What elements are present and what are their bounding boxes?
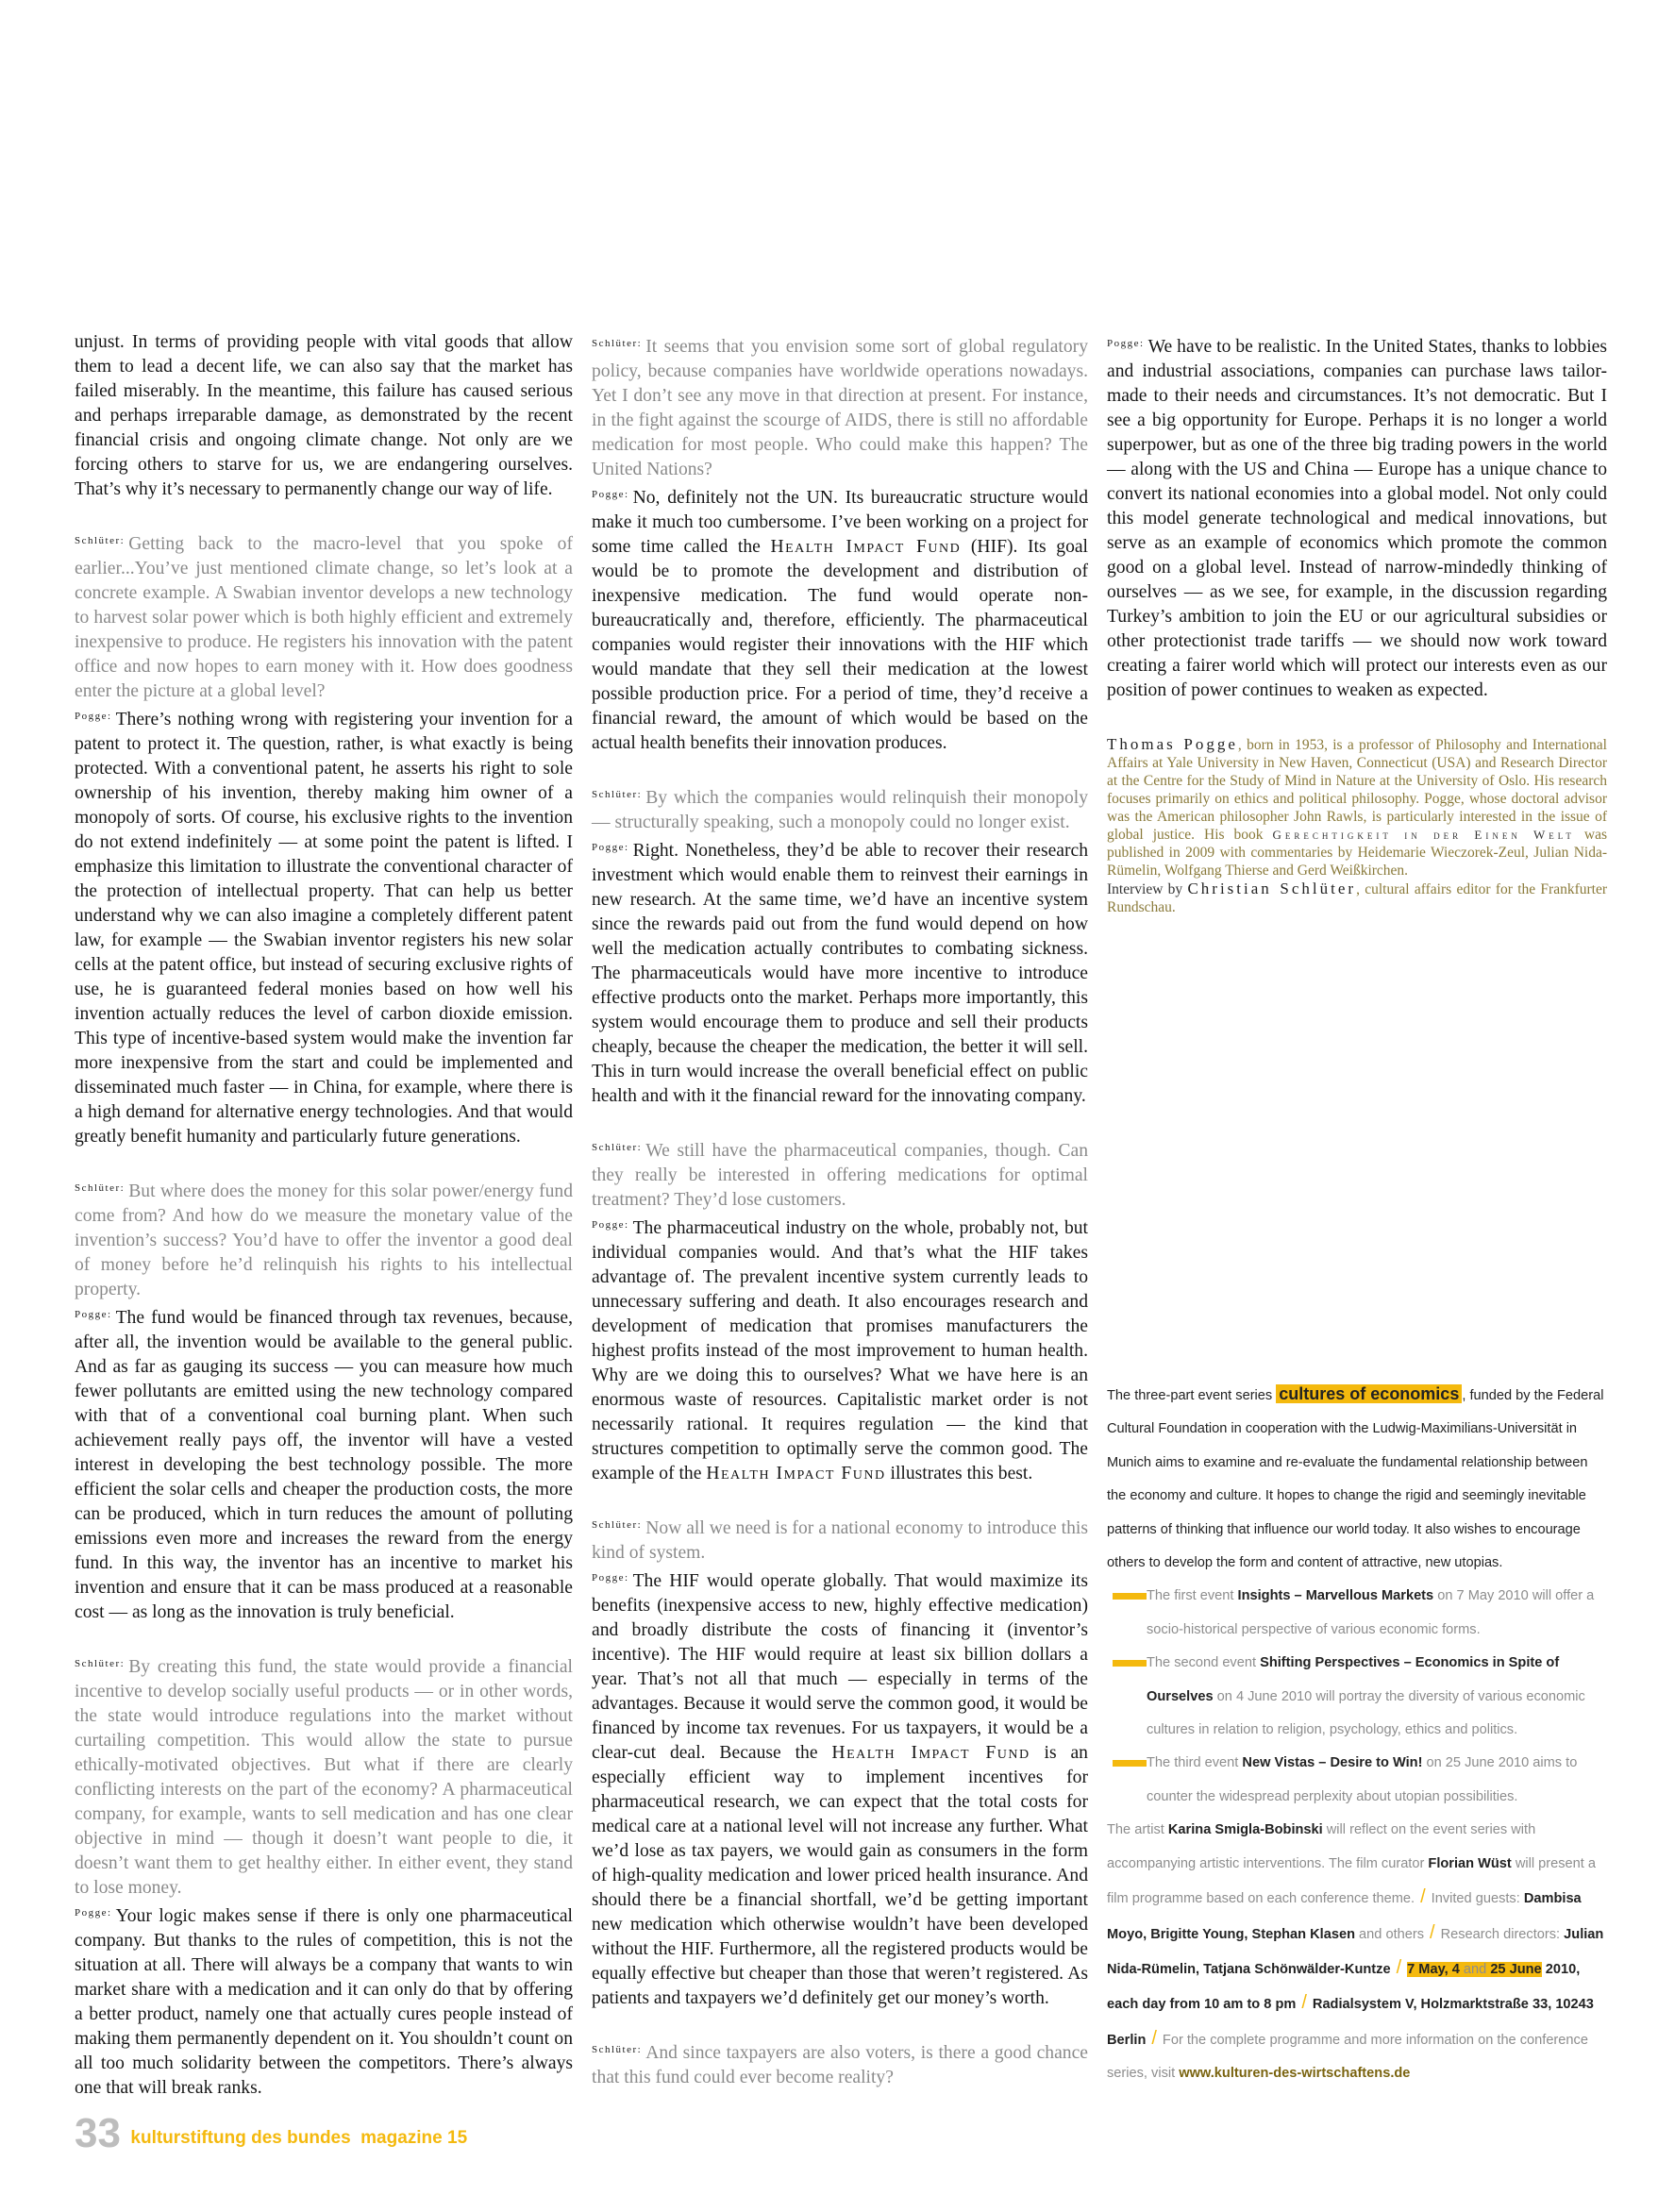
question-text: And since taxpayers are also voters, is there a good chance that this fund could ever become reality? — [592, 2043, 1088, 2087]
event-info — [1107, 1378, 1607, 2091]
article-column-3 — [1107, 331, 1607, 916]
answer-text: The pharmaceutical industry on the whole, probably not, but individual companies would. And that’s what the HIF takes advantage of. The prevalent incentive system currently leads to unnecessary suffering and death. It also encourages research and development of medication that promises manufacturers the highest profits instead of the most improvement to human health. Why are we doing this to ourselves? What we have here is an enormous waste of resources. Capitalistic market order is not necessarily rational. It requires regulation — the kind that structures competition to optimally serve the common good. The example of the — [592, 1218, 1088, 1483]
speaker-label: Pogge: — [592, 1219, 629, 1231]
event-item: The first event Insights – Marvellous Markets on 7 May 2010 will offer a socio-historical perspective of various economic forms. — [1107, 1580, 1607, 1647]
speaker-label: Pogge: — [75, 711, 112, 722]
yellow-bar-marker — [1113, 1660, 1147, 1667]
question-text: But where does the money for this solar power/energy fund come from? And how do we measure the monetary value of the invention’s success? You’d have to offer the inventor a good deal of money before he’d relinquish his rights to his intellectual property. — [75, 1181, 573, 1299]
event-intro-text: The three-part event series — [1107, 1388, 1273, 1403]
artist-name: Karina Smigla-Bobinski — [1167, 1822, 1323, 1838]
speaker-label: Pogge: — [1107, 338, 1145, 349]
answer-text: The HIF would operate globally. That would maximize its benefits (inexpensive access to new, highly effective medication) and broadly distribute the costs of financing it (inventor’s incentive). The HIF would require at least six billion dollars a year. That’s not all that much — especially in terms of the advantages. Because it would serve the common good, it would be financed by income tax revenues. For us taxpayers, it would be a clear-cut deal. Because the — [592, 1571, 1088, 1763]
speaker-label: Pogge: — [592, 842, 629, 853]
interview-exchange — [592, 1135, 1088, 1486]
question-text: By which the companies would relinquish their monopoly — structurally speaking, such a monopoly could no longer exist. — [592, 788, 1088, 832]
yellow-bar-marker — [1113, 1760, 1147, 1767]
fund-name: Health Impact Fund — [831, 1743, 1030, 1763]
speaker-label: Schlüter: — [75, 1658, 126, 1669]
bio-name: Thomas Pogge — [1107, 735, 1238, 753]
question-text: It seems that you envision some sort of global regulatory policy, because companies have worldwide operations nowadays. Yet I don’t see any move in that direction at present. For instance, in the fight against the scourge of AIDS, there is still no affordable medication for most people. Who could make this happen? The United Nations? — [592, 337, 1088, 479]
question-text: By creating this fund, the state would provide a financial incentive to develop socially useful products — or in other words, the state would introduce regulations into the market without curtailing competition. This would allow the state to pursue ethically-motivated objectives. But what if there are clearly conflicting interests on the part of the economy? A pharmaceutical company, for example, wants to sell medication and has one clear objective in mind — though it doesn’t want people to die, it doesn’t want them to get healthy either. In either event, they stand to lose money. — [75, 1657, 573, 1898]
event-title: Insights – Marvellous Markets — [1237, 1588, 1434, 1604]
curator-name: Florian Wüst — [1428, 1855, 1512, 1871]
fund-name: Health Impact Fund — [770, 537, 962, 557]
answer-text: No, definitely not the UN. Its bureaucratic structure would make it much too cumbersome. I’ve been working on a project for some time called the — [592, 488, 1088, 557]
answer-text: There’s nothing wrong with registering your invention for a patent to protect it. The question, rather, is what exactly is being protected. With a conventional patent, he asserts his right to sole ownership of his invention, thereby making him owner of a monopoly of sorts. Of course, his exclusive rights to the invention do not extend indefinitely — at some point the patent is lifted. I emphasize this limitation to illustrate the conventional character of the protection of intellectual property. That can help us better understand why we can also imagine a completely different patent law, for example — the Swabian inventor registers his new solar cells at the patent office, but instead of securing exclusive rights of use, he is guaranteed federal monies based on how well his invention actually reduces the level of carbon dioxide emission. This type of incentive-based system would make the invention far more inexpensive from the start and could be implemented and disseminated much faster — in China, for example, where there is a high demand for alternative energy technologies. And that would greatly benefit humanity and particularly future generations. — [75, 710, 573, 1147]
speaker-label: Pogge: — [75, 1907, 112, 1919]
directors-names: Julian Nida-Rümelin, Tatjana Schönwälder-Kuntze — [1107, 1926, 1604, 1977]
answer-text: Your logic makes sense if there is only one pharmaceutical company. But thanks to the rules of competition, this is not the situation at all. There will always be a company that wants to win market share with a medication and it can only do that by offering a better product, namely one that actually cures people instead of making them permanently dependent on it. You shouldn’t count on all too much solidarity between the competitors. There’s always one that will break ranks. — [75, 1906, 573, 2098]
page-footer — [75, 2110, 467, 2157]
interview-credit-label: Interview by — [1107, 881, 1183, 897]
event-item: The third event New Vistas – Desire to Win! on 25 June 2010 aims to counter the widespread perplexity about utopian possibilities. — [1107, 1747, 1607, 1814]
speaker-label: Schlüter: — [592, 789, 643, 800]
bio-text: , cultural affairs editor for the Frankfurter Rundschau. — [1107, 881, 1608, 915]
bio-text: was published in 2009 with commentaries by Heidemarie Wieczorek-Zeul, Julian Nida-Rümelin, Wolfgang Thierse and Gerd Weißkirchen. — [1107, 827, 1608, 879]
interview-exchange — [592, 2037, 1088, 2090]
event-venue: Radialsystem V, Holzmarktstraße 33, 10243 Berlin — [1107, 1997, 1594, 2048]
book-title: Gerechtigkeit in der Einen Welt — [1272, 828, 1575, 842]
speaker-label: Schlüter: — [592, 338, 643, 349]
author-bio — [1107, 735, 1607, 916]
question-text: Getting back to the macro-level that you spoke of earlier...You’ve just mentioned climate change, so let’s look at a concrete example. A Swabian inventor develops a new technology to harvest solar power which is both highly efficient and extremely inexpensive to produce. He registers his innovation with the patent office and now hopes to earn money with it. How does goodness enter the picture at a global level? — [75, 534, 573, 701]
event-title: New Vistas – Desire to Win! — [1242, 1755, 1423, 1771]
fund-name: Health Impact Fund — [706, 1464, 886, 1483]
page-number: 33 — [75, 2110, 121, 2156]
speaker-label: Schlüter: — [592, 1519, 643, 1531]
speaker-label: Pogge: — [592, 1572, 629, 1584]
question-text: Now all we need is for a national economy to introduce this kind of system. — [592, 1518, 1088, 1563]
interview-exchange — [592, 782, 1088, 1109]
answer-text: Right. Nonetheless, they’d be able to recover their research investment which would enable them to reinvest their earnings in new research. At the same time, we’d have an incentive system since the rewards paid out from the fund would depend on how well the medication actually contributes to combating sickness. The pharmaceuticals would have more incentive to introduce effective products onto the market. Perhaps more importantly, this system would encourage them to produce and sell their products cheaply, because the cheaper the medication, the better it will sell. This in turn would increase the overall beneficial effect on public health and with it the financial reward for the innovating company. — [592, 841, 1088, 1106]
interview-exchange — [75, 1651, 573, 2101]
answer-text: is an especially efficient way to implement incentives for pharmaceutical research, we can expect that the total costs for medical care at a national level will not increase any further. What we’d lose as tax payers, we would gain as consumers in the form of high-quality medication and lower priced health insurance. And should there be a financial shortfall, we’d be getting important new medication which otherwise wouldn’t have been developed without the HIF. Furthermore, all the registered products would be equally effective but cheaper than those that weren’t registered. As patients and taxpayers we’d definitely get our money’s worth. — [592, 1743, 1088, 2008]
speaker-label: Schlüter: — [592, 2044, 643, 2055]
interview-exchange — [592, 1513, 1088, 2011]
guests-names: Dambisa Moyo, Brigitte Young, Stephan Klasen — [1107, 1891, 1582, 1942]
bio-text: , born in 1953, is a professor of Philosophy and International Affairs at Yale University in New Haven, Connecticut (USA) and Research Director at the Centre for the Study of Mind in Nature at the University of Oslo. His research focuses primarily on ethics and political philosophy. Pogge, whose doctoral advisor was the American philosopher John Rawls, is particularly interested in the issue of global justice. His book — [1107, 737, 1607, 843]
event-item: The second event Shifting Perspectives – Economics in Spite of Ourselves on 4 June 2010 will portray the diversity of various economic cultures in relation to religion, psychology, ethics and politics. — [1107, 1647, 1607, 1747]
speaker-label: Schlüter: — [75, 1182, 126, 1194]
speaker-label: Pogge: — [592, 489, 629, 500]
speaker-label: Schlüter: — [75, 535, 126, 546]
answer-text: The fund would be financed through tax revenues, because, after all, the invention would be available to the general public. And as far as gauging its success — you can measure how much fewer pollutants are emitted using the new technology compared with that of a conventional coal burning plant. When such achievement really pays off, the inventor will have a vested interest in developing the best technology possible. The more efficient the solar cells and cheaper the production costs, the more can be produced, which in turn reduces the amount of polluting emissions even more and increases the reward from the energy fund. In this way, the inventor has an incentive to market his invention and ensure that it can be mass produced at a reasonable cost — as long as the innovation is truly beneficial. — [75, 1308, 573, 1622]
website-link[interactable]: www.kulturen-des-wirtschaftens.de — [1179, 2066, 1411, 2082]
speaker-label: Pogge: — [75, 1309, 112, 1320]
interview-exchange — [592, 331, 1088, 756]
interviewer-name: Christian Schlüter — [1187, 880, 1357, 897]
event-times: 2010, each day from 10 am to 8 pm — [1107, 1961, 1581, 2013]
question-text: We still have the pharmaceutical companies, though. Can they really be interested in offering medications for optimal treatment? They’d lose customers. — [592, 1141, 1088, 1210]
event-title: Shifting Perspectives – Economics in Spite of Ourselves — [1147, 1655, 1560, 1704]
answer-text: (HIF). Its goal would be to promote the development and distribution of inexpensive medication. The fund would operate non-bureaucratically and, therefore, efficiently. The pharmaceutical companies would register their innovations with the HIF which would mandate that they sell their medication at the lowest possible production price. For a period of time, they’d receive a financial reward, the amount of which would be based on the actual health benefits their innovation produces. — [592, 537, 1089, 753]
event-intro-text: , funded by the Federal Cultural Foundation in cooperation with the Ludwig-Maximilians-Universität in Munich aims to examine and re-evaluate the fundamental relationship between the economy and culture. It hopes to change the rigid and seemingly inevitable patterns of thinking that influence our world today. It also wishes to encourage others to develop the form and content of attractive, new utopias. — [1107, 1388, 1604, 1571]
magazine-issue: magazine 15 — [360, 2128, 468, 2148]
event-intro — [1107, 1378, 1607, 1580]
interview-exchange — [75, 1176, 573, 1625]
answer-text: We have to be realistic. In the United States, thanks to lobbies and industrial associations, companies can purchase laws tailor-made to their needs and circumstances. It’s not democratic. But I see a big opportunity for Europe. Perhaps it is no longer a world superpower, but as one of the three big trading powers in the world — along with the US and China — Europe has a unique chance to convert its national economies into a global model. Not only could this model generate technological and medical innovations, but serve as an example of economics which promote the common good on a global level. Instead of narrow-mindedly thinking of ourselves — as we see, for example, in the discussion regarding Turkey’s ambition to join the EU or our agricultural subsidies or other protectionist trade tariffs — we should now work toward creating a fairer world which will protect our interests even as our position of power continues to weaken as expected. — [1107, 337, 1607, 700]
event-credits: The artist Karina Smigla-Bobinski will reflect on the event series with accompanying artistic interventions. The film curator Florian Wüst will present a film programme based on each conference theme. / Invited guests: Dambisa Moyo, Brigitte Young, Stephan Klasen and others / Research directors: Julian Nida-Rümelin, Tatjana Schönwälder-Kuntze / 7 May, 4 and 25 June 2010, each day from 10 am to 8 pm / Radialsystem V, Holzmarktstraße 33, 10243 Berlin / For the complete programme and more information on the conference series, visit www.kulturen-des-wirtschaftens.de — [1107, 1822, 1604, 2082]
article-column-1 — [75, 330, 573, 2127]
speaker-label: Schlüter: — [592, 1142, 643, 1153]
interview-exchange — [75, 528, 573, 1149]
answer-text: illustrates this best. — [890, 1464, 1033, 1483]
series-name-highlight: cultures of economics — [1276, 1384, 1462, 1403]
paragraph: unjust. In terms of providing people with vital goods that allow them to lead a decent life, we can also say that the market has failed miserably. In the meantime, this failure has caused serious and perhaps irreparable damage, as demonstrated by the recent financial crisis and ongoing climate change. Not only are we forcing others to starve for us, we are endangering ourselves. That’s why it’s necessary to permanently change our way of life. — [75, 332, 573, 499]
yellow-bar-marker — [1113, 1593, 1147, 1600]
article-column-2 — [592, 331, 1088, 2117]
event-dates: 7 May, 4 and 25 June — [1407, 1961, 1542, 1977]
publisher-name: kulturstiftung des bundes — [130, 2128, 351, 2148]
